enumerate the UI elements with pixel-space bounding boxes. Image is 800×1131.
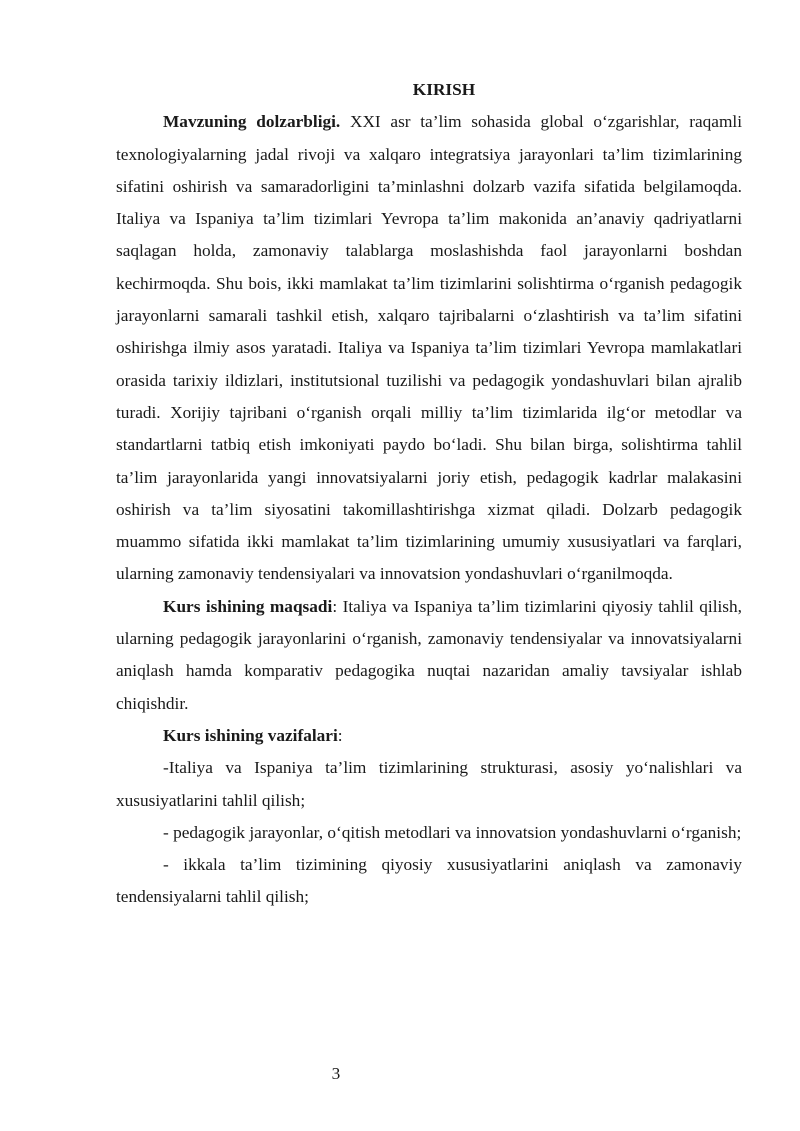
task-item: - ikkala ta’lim tizimining qiyosiy xususiyatlarini aniqlash va zamonaviy tendensiyalarni tahlil qilish; (116, 855, 742, 907)
section-title: KIRISH (412, 80, 476, 99)
tasks-heading-paragraph (116, 720, 742, 752)
goal-paragraph (116, 591, 742, 720)
relevance-heading: Mavzuning dolzarbligi. (163, 112, 341, 132)
tasks-heading: Kurs ishining vazifalari (163, 725, 338, 745)
relevance-text: XXI asr ta’lim sohasida global o‘zgarishlar, raqamli texnologiyalarning jadal rivoji va xalqaro integratsiya jarayonlari ta’lim tizimlarining sifatini oshirish va samaradorligini ta’minlashni dolzarb vazifa sifatida belgilamoqda. Italiya va Ispaniya ta’lim tizimlari Yevropa ta’lim makonida an’anaviy qadriyatlarni saqlagan holda, zamonaviy talablarga moslashishda faol jarayonlarni boshdan kechirmoqda. Shu bois, ikki mamlakat ta’lim tizimlarini solishtirma o‘rganish pedagogik jarayonlarni samarali tashkil etish, xalqaro tajribalarni o‘zlashtirish va ta’lim sifatini oshirishga ilmiy asos yaratadi. Italiya va Ispaniya ta’lim tizimlari Yevropa mamlakatlari orasida tarixiy ildizlari, institutsional tuzilishi va pedagogik yondashuvlari bilan ajralib turadi. Xorijiy tajribani o‘rganish orqali milliy ta’lim tizimlarida ilg‘or metodlar va standartlarni tatbiq etish imkoniyati paydo bo‘ladi. Shu bilan birga, solishtirma tahlil ta’lim jarayonlarida yangi innovatsiyalarni joriy etish, pedagogik kadrlar malakasini oshirish va ta’lim siyosatini takomillashtirishga xizmat qiladi. Dolzarb pedagogik muammo sifatida ikki mamlakat ta’lim tizimlarining umumiy xususiyatlari va farqlari, ularning zamonaviy tendensiyalari va innovatsion yondashuvlari o‘rganilmoqda. (116, 112, 742, 584)
document-page (116, 74, 742, 914)
tasks-heading-colon: : (337, 725, 343, 745)
task-item: -Italiya va Ispaniya ta’lim tizimlarining strukturasi, asosiy yo‘nalishlari va xususiyatlarini tahlil qilish; (116, 758, 742, 810)
goal-heading: Kurs ishining maqsadi (163, 596, 333, 616)
page-number: 3 (331, 1064, 341, 1083)
relevance-paragraph (116, 106, 742, 590)
task-item: - pedagogik jarayonlar, o‘qitish metodlari va innovatsion yondashuvlarni o‘rganish; (163, 822, 742, 842)
goal-text: : Italiya va Ispaniya ta’lim tizimlarini qiyosiy tahlil qilish, ularning pedagogik jarayonlarini o‘rganish, zamonaviy tendensiyalar va innovatsiyalarni aniqlash hamda komparativ pedagogika nuqtai nazaridan amaliy tavsiyalar ishlab chiqishdir. (116, 596, 742, 713)
